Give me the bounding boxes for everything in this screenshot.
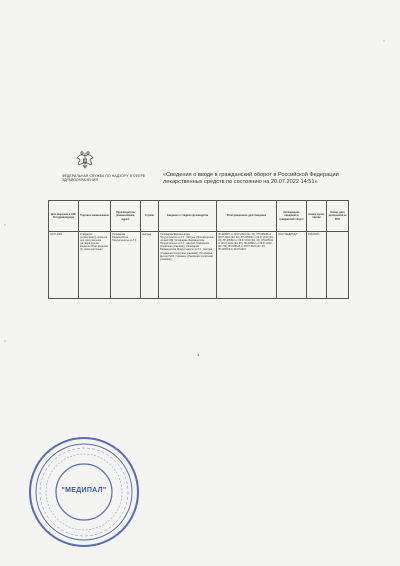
cell-organization: ООО "МЕДИПАЛ" bbox=[277, 232, 307, 299]
cell-date: 18.07.2022 bbox=[49, 232, 79, 299]
column-header: Организация, вводящая в гражданский оборот bbox=[277, 201, 307, 232]
agency-name: ФЕДЕРАЛЬНАЯ СЛУЖБА ПО НАДЗОРУ В СФЕРЕ ЗДРАВООХРАНЕНИЯ bbox=[62, 174, 146, 183]
column-header: Дата внесения в АИС Росздравнадзора bbox=[49, 201, 79, 232]
table-row bbox=[49, 232, 349, 299]
stamp-company-name: "МЕДИПАЛ" bbox=[61, 487, 107, 494]
table-header-row bbox=[49, 201, 349, 232]
scan-mark bbox=[383, 40, 385, 42]
column-header: Производитель (наименование, адрес) bbox=[111, 201, 141, 232]
column-header: Регистрационное удостоверение bbox=[217, 201, 277, 232]
double-headed-eagle-emblem-icon bbox=[76, 150, 94, 170]
cell-manufacturer: Октафарма Фармацевтика Продуктионсгес.м.б.Х. bbox=[111, 232, 141, 299]
scan-mark bbox=[4, 224, 6, 226]
column-header: Сведения о стадиях производства bbox=[159, 201, 217, 232]
column-header: Номер, дата разрешения на ВГО bbox=[327, 201, 349, 232]
column-header: Торговое наименование bbox=[79, 201, 111, 232]
document-title: «Сведения о вводе в гражданский оборот в Российской Федерации лекарственных средств по состоянию на 20.07.2022 14:51» bbox=[163, 172, 339, 185]
cell-country: Австрия bbox=[141, 232, 159, 299]
cell-permit bbox=[327, 232, 349, 299]
cell-batch-number: P2047AH1 bbox=[307, 232, 327, 299]
page-number: 1 bbox=[197, 352, 200, 357]
registry-table bbox=[48, 200, 349, 299]
cell-trade-name: Клайдарал (эсомепразол), порошок для приготовления раствора для в/в введения 40 мг, флаконы (1), пачка картонная bbox=[79, 232, 111, 299]
scan-mark bbox=[4, 340, 6, 342]
column-header: Номер серии, партии bbox=[307, 201, 327, 232]
cell-production-stages: Октафарма Фармацевтика Продуктионсгес.м.б.Х., Австрия (Производитель готовой ЛФ); Октафарма Фармацевтика Продуктионсгес.м.б.Х., Австрия (Упаковщик (первичная упаковка)); Октафарма Фармацевтика Продуктионсгес.м.б.Х., Австрия (Упаковщик (вторичная упаковка)); Октафарма Дессау ГмбХ, Германия (Упаковщик (вторичная упаковка)) bbox=[159, 232, 217, 299]
cell-registration-certificate: ЛП-005607 от 08.07.2019 (Фл. 01); ЛП-005608 от 08.07.2019 (Фл. 02); ЛП-005609 от 08.07.2019 (Фл. 03); ЛП-005610 от 08.07.2019 (Фл. 04); ЛП-005611 от 08.07.2019 (Фл. 05); ЛП-005612 от 08.07.2019 (Фл. 06); ЛП-005613 от 08.07.2019 (Фл. 07); ЛП-005614 от 08.07.2019 bbox=[217, 232, 277, 299]
column-header: Страна bbox=[141, 201, 159, 232]
